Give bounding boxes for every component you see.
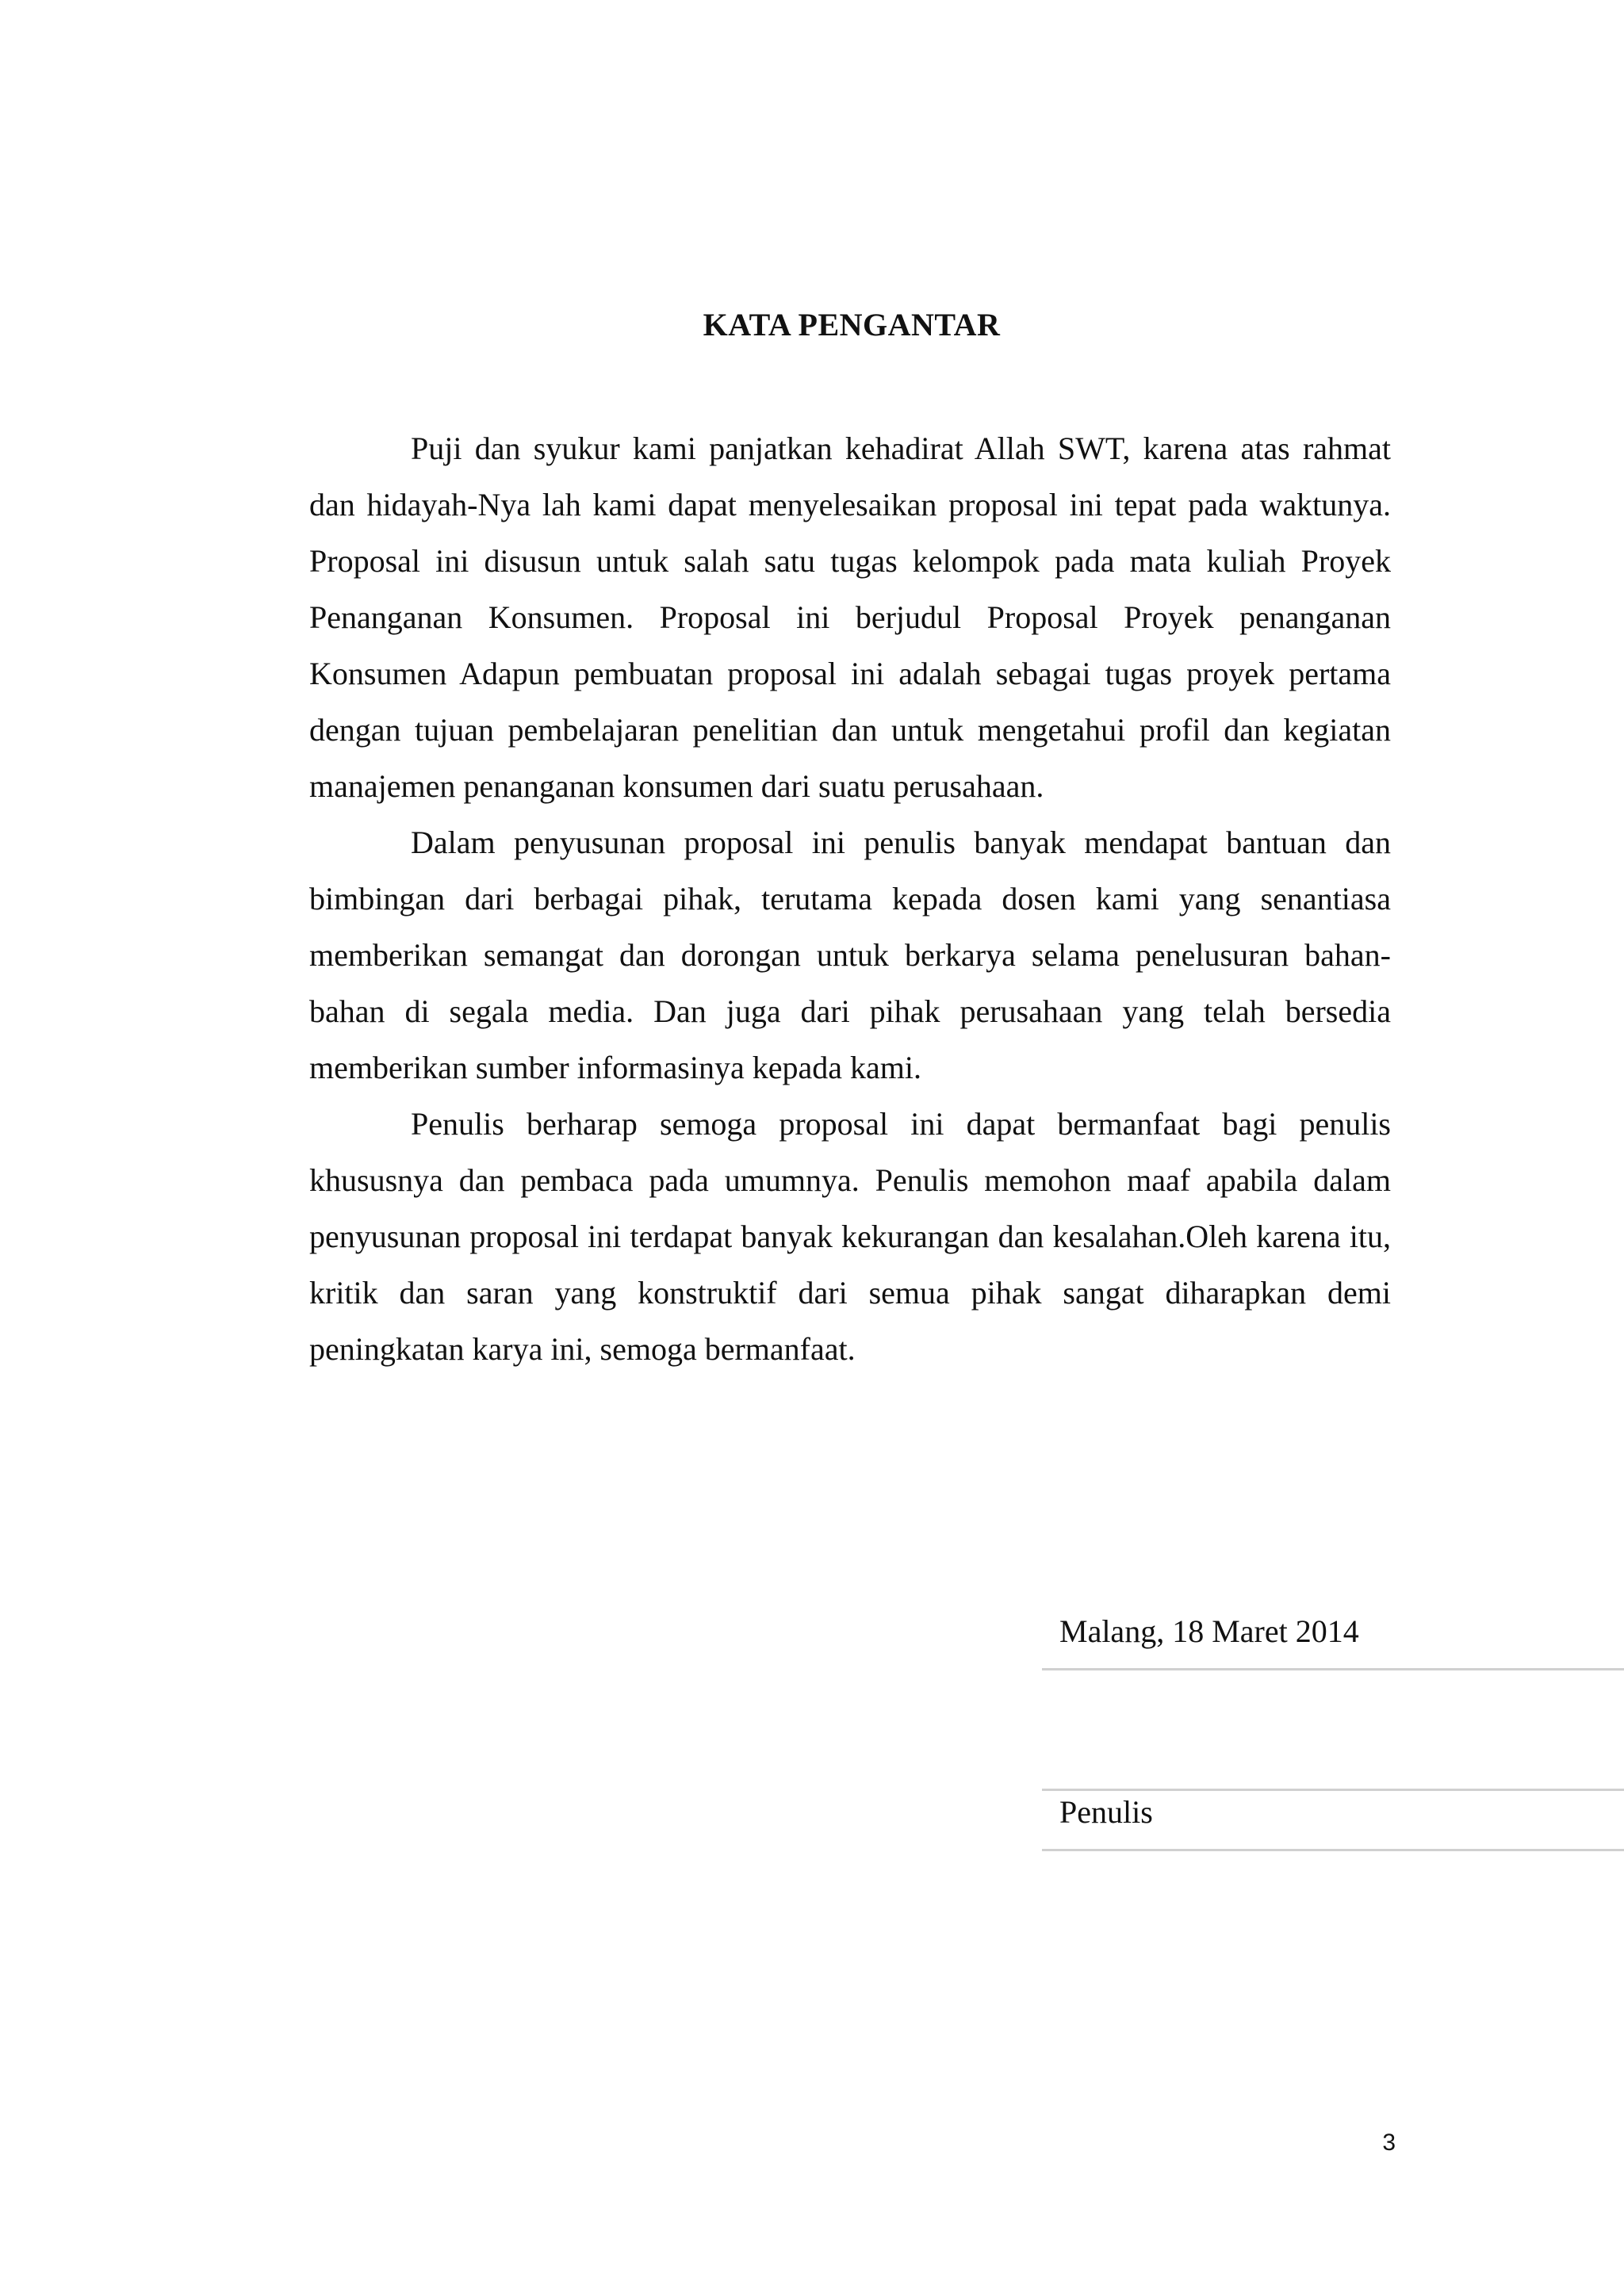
signature-author-block [1042,1790,1624,1835]
signature-place-date-block [1042,1609,1624,1654]
page-title: KATA PENGANTAR [703,307,1001,342]
paragraph-2: Dalam penyusunan proposal ini penulis banyak mendapat bantuan dan bimbingan dari berbagai pihak, terutama kepada dosen kami yang senantiasa memberikan semangat dan dorongan untuk berkarya selama penelusuran bahan-bahan di segala media. Dan juga dari pihak perusahaan yang telah bersedia memberikan sumber informasinya kepada kami. [309,825,1391,1085]
paragraph-3: Penulis berharap semoga proposal ini dapat bermanfaat bagi penulis khususnya dan pembaca pada umumnya. Penulis memohon maaf apabila dalam penyusunan proposal ini terdapat banyak kekurangan dan kesalahan.Oleh karena itu, kritik dan saran yang konstruktif dari semua pihak sangat diharapkan demi peningkatan karya ini, semoga bermanfaat. [309,1106,1391,1367]
body-text [309,420,1391,1377]
signature-rule-top [1042,1668,1624,1670]
page-number: 3 [1382,2130,1396,2156]
signature-rule-bottom [1042,1849,1624,1851]
paragraph-1: Puji dan syukur kami panjatkan kehadirat Allah SWT, karena atas rahmat dan hidayah-Nya lah kami dapat menyelesaikan proposal ini tepat pada waktunya. Proposal ini disusun untuk salah satu tugas kelompok pada mata kuliah Proyek Penanganan Konsumen. Proposal ini berjudul Proposal Proyek penanganan Konsumen Adapun pembuatan proposal ini adalah sebagai tugas proyek pertama dengan tujuan pembelajaran penelitian dan untuk mengetahui profil dan kegiatan manajemen penanganan konsumen dari suatu perusahaan. [309,430,1391,804]
signature-place-date: Malang, 18 Maret 2014 [1059,1613,1359,1649]
signature-author: Penulis [1059,1794,1153,1830]
